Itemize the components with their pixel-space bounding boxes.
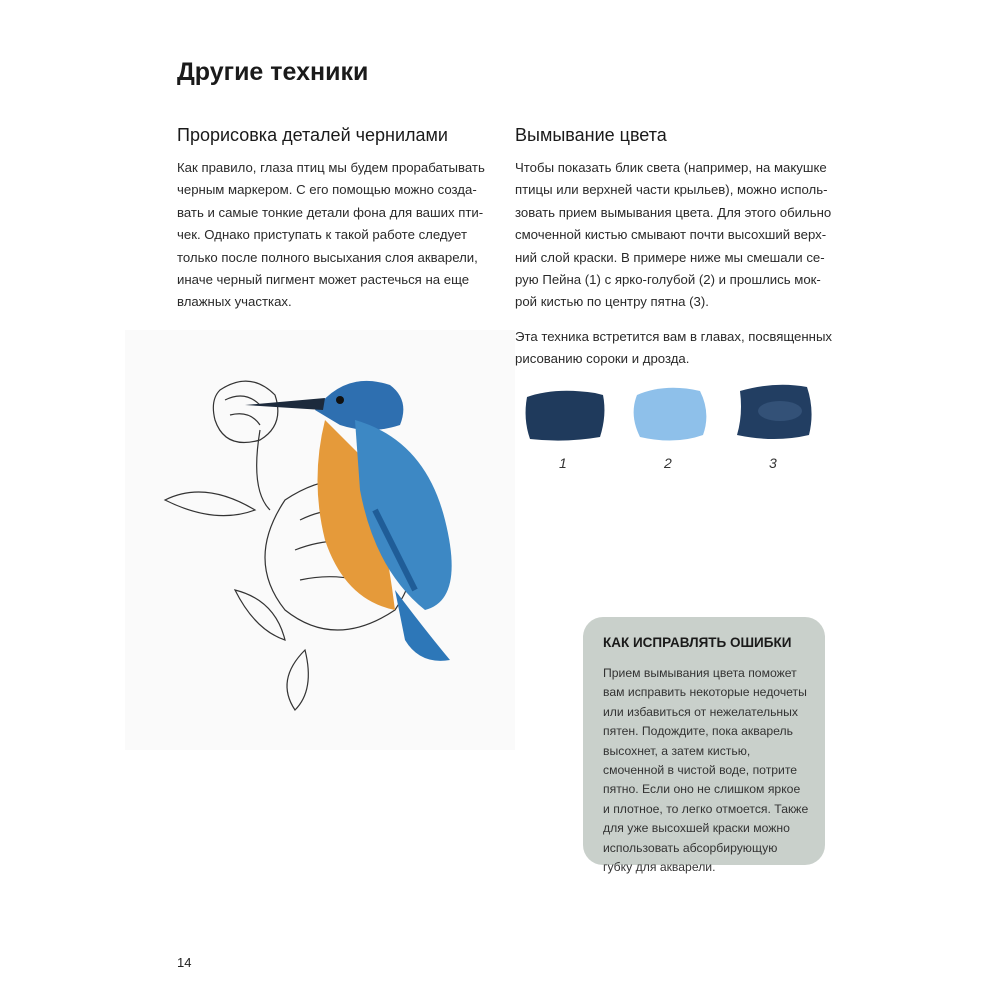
swatch-label-2: 2 (664, 455, 672, 471)
text-line: пятен. Подождите, пока акварель (603, 724, 793, 739)
text-line: рой кистью по центру пятна (3). (515, 294, 709, 310)
tip-box (583, 617, 825, 875)
text-line: иначе черный пигмент может растечься на еще (177, 272, 470, 288)
tip-heading: КАК ИСПРАВЛЯТЬ ОШИБКИ (603, 635, 792, 650)
text-line: рую Пейна (1) с ярко-голубой (2) и прошлись мок- (515, 272, 821, 288)
text-line: Эта техника встретится вам в главах, посвященных (515, 328, 833, 344)
text-line: птицы или верхней части крыльев), можно исполь- (515, 182, 828, 198)
swatch-1 (526, 391, 605, 441)
text-line: Как правило, глаза птиц мы будем прорабатывать (177, 160, 485, 175)
text-line: зовать прием вымывания цвета. Для этого обильно (515, 204, 832, 220)
page-number: 14 (177, 955, 192, 970)
swatch-2 (634, 388, 707, 441)
tip-body (603, 664, 808, 877)
watercolor-swatches (515, 375, 825, 455)
text-line: высохнет, а затем кистью, (603, 743, 751, 758)
text-line: пятно. Если оно не слишком яркое (603, 782, 801, 797)
text-line: и плотное, то легко отмоется. Также (603, 801, 809, 816)
page-title: Другие техники (177, 58, 369, 86)
text-line: влажных участках. (177, 294, 292, 310)
kingfisher-illustration (125, 330, 515, 750)
text-line: использовать абсорбирующую (603, 840, 778, 855)
text-line: вам исправить некоторые недочеты (603, 685, 807, 700)
lifting-paragraph (515, 157, 832, 371)
text-line: Чтобы показать блик света (например, на макушке (515, 160, 827, 175)
text-line: рисованию сороки и дрозда. (515, 351, 690, 367)
text-line: Прием вымывания цвета поможет (603, 666, 797, 680)
text-line: ний слой краски. В примере ниже мы смешали се- (515, 249, 825, 265)
text-line: черным маркером. С его помощью можно созда- (177, 182, 477, 198)
text-line: губку для акварели. (603, 860, 716, 875)
text-line: только после полного высыхания слоя акварели, (177, 249, 478, 265)
section-heading-ink: Прорисовка деталей чернилами (177, 125, 448, 145)
swatch-label-3: 3 (769, 455, 777, 471)
section-heading-lifting: Вымывание цвета (515, 125, 667, 145)
text-line: смоченной кистью смывают почти высохший верх- (515, 227, 827, 243)
text-line: вать и самые тонкие детали фона для ваших пти- (177, 204, 484, 220)
text-line: или избавиться от нежелательных (603, 704, 799, 719)
swatch-label-1: 1 (559, 455, 567, 471)
ink-paragraph (177, 157, 485, 314)
text-line: для уже высохшей краски можно (603, 821, 790, 836)
text-line: чек. Однако приступать к такой работе следует (177, 227, 467, 243)
text-line: смоченной в чистой воде, потрите (603, 763, 798, 778)
